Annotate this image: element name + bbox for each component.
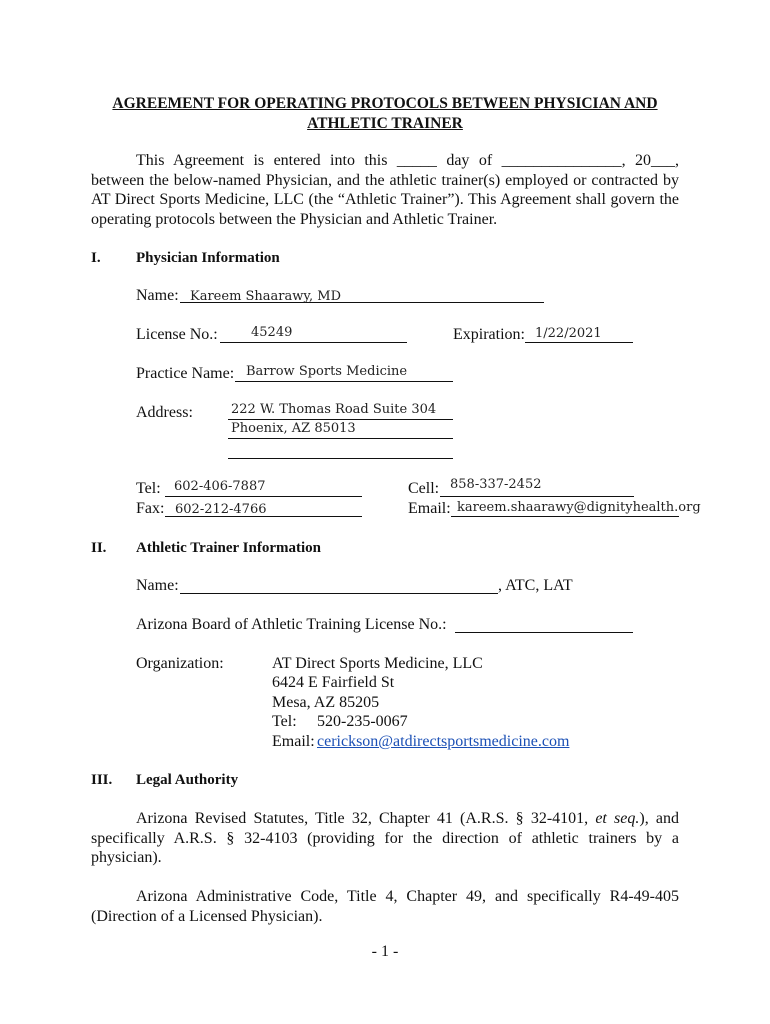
email-line: [451, 516, 679, 517]
expiration-value[interactable]: 1/22/2021: [535, 326, 602, 341]
address-line-1-value[interactable]: 222 W. Thomas Road Suite 304: [231, 402, 437, 417]
board-license-line: [455, 632, 633, 633]
address-label: Address:: [136, 404, 193, 421]
address-line-2: [228, 438, 453, 439]
organization-email-link[interactable]: cerickson@atdirectsportsmedicine.com: [317, 733, 570, 750]
tel-line: [165, 496, 362, 497]
cell-value[interactable]: 858-337-2452: [450, 477, 542, 492]
physician-name-value[interactable]: Kareem Shaarawy, MD: [190, 289, 342, 304]
organization-label: Organization:: [136, 655, 224, 672]
fax-label: Fax:: [136, 500, 165, 517]
section-3-heading: Legal Authority: [136, 772, 239, 788]
title-line-2: ATHLETIC TRAINER: [307, 115, 463, 132]
expiration-line: [525, 342, 633, 343]
organization-tel-label: Tel:: [272, 713, 297, 730]
title-line-1: AGREEMENT FOR OPERATING PROTOCOLS BETWEEN PHYSICIAN AND: [112, 95, 658, 112]
organization-city: Mesa, AZ 85205: [272, 694, 380, 711]
physician-name-label: Name:: [136, 287, 179, 304]
license-line: [220, 342, 407, 343]
organization-email-label: Email:: [272, 733, 315, 750]
organization-street: 6424 E Fairfield St: [272, 674, 395, 691]
license-value[interactable]: 45249: [251, 325, 293, 340]
expiration-label: Expiration:: [453, 326, 525, 343]
practice-name-label: Practice Name:: [136, 365, 235, 382]
practice-name-value[interactable]: Barrow Sports Medicine: [246, 364, 408, 379]
trainer-name-label: Name:: [136, 577, 179, 594]
section-1-heading: Physician Information: [136, 250, 280, 266]
legal-authority-paragraph-1: [91, 809, 679, 868]
intro-paragraph: This Agreement is entered into this _____ day of _______________, 20___, between the below-named Physician, and the athletic trainer(s) employed or contracted by AT Direct Sports Medicine, LLC (the “Athletic Trainer”). This Agreement shall govern the operating protocols between the Physician and Athletic Trainer.: [91, 152, 679, 228]
section-2-heading: Athletic Trainer Information: [136, 540, 321, 556]
section-3-numeral: III.: [91, 772, 113, 788]
section-1-numeral: I.: [91, 250, 101, 266]
address-line-1: [228, 419, 453, 420]
page-number: - 1 -: [371, 943, 399, 960]
email-value[interactable]: kareem.shaarawy@dignityhealth.org: [457, 500, 701, 515]
document-title: [60, 94, 710, 134]
legal-authority-paragraph-2: Arizona Administrative Code, Title 4, Chapter 49, and specifically R4-49-405 (Direction of a Licensed Physician).: [91, 888, 679, 925]
cell-line: [440, 496, 634, 497]
tel-value[interactable]: 602-406-7887: [174, 479, 266, 494]
practice-name-line: [235, 381, 453, 382]
trainer-name-line: [180, 593, 498, 594]
organization-tel: 520-235-0067: [317, 713, 408, 730]
address-line-2-value[interactable]: Phoenix, AZ 85013: [231, 421, 356, 436]
fax-value[interactable]: 602-212-4766: [175, 502, 267, 517]
board-license-label: Arizona Board of Athletic Training License No.:: [136, 616, 447, 633]
trainer-name-suffix: , ATC, LAT: [498, 577, 573, 594]
email-label: Email:: [408, 500, 451, 517]
section-2-numeral: II.: [91, 540, 107, 556]
statute-text-a: Arizona Revised Statutes, Title 32, Chapter 41 (A.R.S. § 32-4101,: [136, 810, 596, 827]
statute-text-italic: et seq.: [595, 810, 640, 827]
statute-text-b: ), and specifically A.R.S. § 32-4103 (providing for the direction of athletic trainers by a physician).: [91, 810, 679, 866]
license-label: License No.:: [136, 326, 218, 343]
address-line-3: [228, 458, 453, 459]
tel-label: Tel:: [136, 480, 161, 497]
organization-name: AT Direct Sports Medicine, LLC: [272, 655, 483, 672]
cell-label: Cell:: [408, 480, 440, 497]
